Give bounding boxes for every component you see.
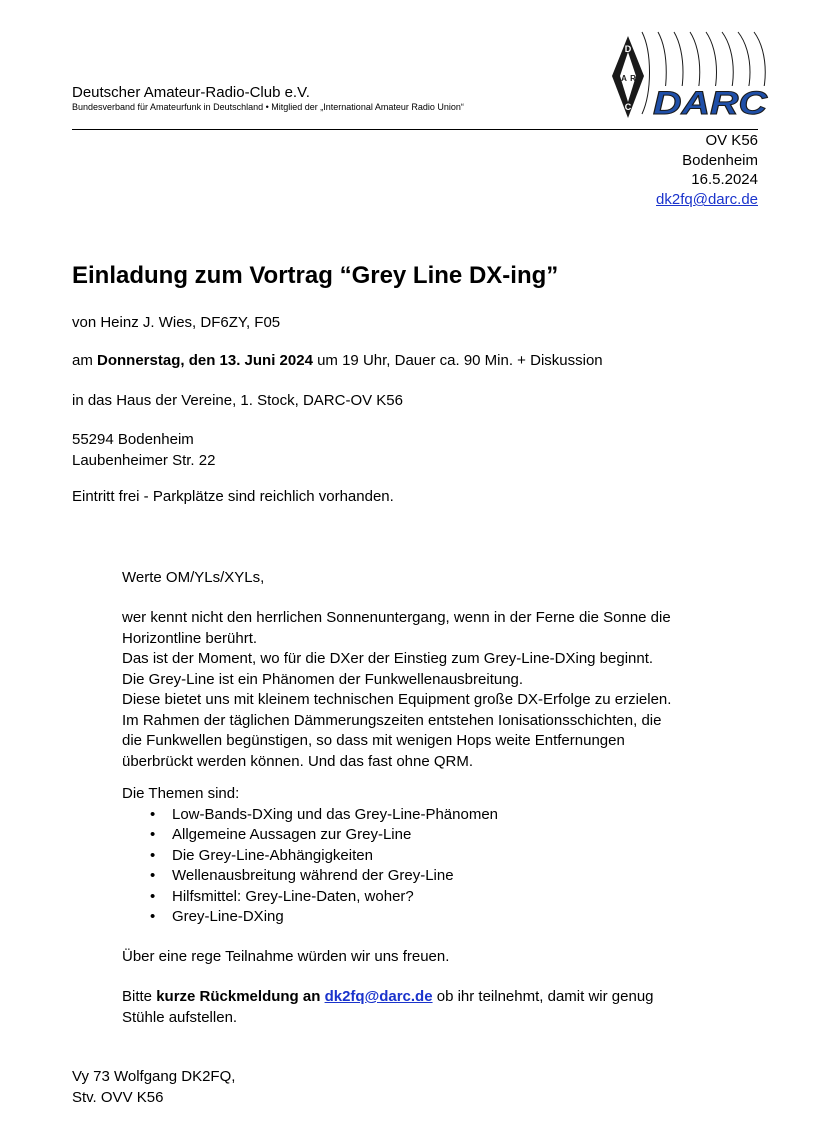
list-item bbox=[150, 907, 498, 928]
org-name: Deutscher Amateur-Radio-Club e.V. bbox=[72, 84, 310, 101]
bullet-icon: • bbox=[150, 887, 156, 905]
list-item bbox=[150, 866, 498, 887]
logo-letter-d: D bbox=[624, 44, 632, 54]
topics-section bbox=[122, 784, 498, 928]
body-line: Diese bietet uns mit kleinem technischen Equipment große DX-Erfolge zu erzielen. bbox=[122, 691, 672, 708]
bullet-icon: • bbox=[150, 867, 156, 884]
bullet-icon: • bbox=[150, 826, 156, 843]
signature bbox=[72, 1067, 235, 1108]
date-prefix: am bbox=[72, 352, 98, 369]
address-line-2: Laubenheimer Str. 22 bbox=[72, 451, 216, 469]
reply-email-link[interactable]: dk2fq@darc.de bbox=[324, 988, 433, 1005]
logo-letter-c: C bbox=[624, 102, 632, 112]
body-line: überbrückt werden können. Und das fast ohne QRM. bbox=[122, 752, 474, 770]
logo-text: DARC bbox=[653, 85, 769, 121]
page-title: Einladung zum Vortrag “Grey Line DX-ing” bbox=[72, 262, 559, 289]
sender-email-link[interactable]: dk2fq@darc.de bbox=[656, 191, 758, 209]
topic-label: Wellenausbreitung während der Grey-Line bbox=[172, 867, 454, 884]
topic-label: Low-Bands-DXing und das Grey-Line-Phänomen bbox=[172, 805, 499, 823]
reply-line-2: Stühle aufstellen. bbox=[122, 1008, 238, 1026]
list-item bbox=[150, 825, 498, 846]
reply-bold: kurze Rückmeldung an bbox=[156, 988, 325, 1005]
reply-prefix: Bitte bbox=[122, 988, 157, 1005]
speaker-line: von Heinz J. Wies, DF6ZY, F05 bbox=[72, 314, 281, 331]
body-line: Im Rahmen der täglichen Dämmerungszeiten entstehen Ionisationsschichten, die bbox=[122, 711, 662, 729]
body-line: Horizontline berührt. bbox=[122, 629, 258, 647]
logo-letter-a: A bbox=[621, 74, 627, 83]
letter-body bbox=[122, 608, 671, 772]
address-block bbox=[72, 430, 215, 471]
sender-date: 16.5.2024 bbox=[691, 171, 758, 189]
org-subtitle: Bundesverband für Amateurfunk in Deutschland • Mitglied der „International Amateur Radio Union“ bbox=[72, 102, 464, 112]
list-item bbox=[150, 846, 498, 867]
body-line: Das ist der Moment, wo für die DXer der Einstieg zum Grey-Line-DXing beginnt. bbox=[122, 650, 654, 667]
signature-line-2: Stv. OVV K56 bbox=[72, 1088, 164, 1106]
logo-letter-r: R bbox=[630, 74, 636, 83]
reply-suffix: ob ihr teilnehmt, damit wir genug bbox=[432, 988, 654, 1005]
bullet-icon: • bbox=[150, 908, 156, 925]
topic-label: Allgemeine Aussagen zur Grey-Line bbox=[172, 826, 412, 843]
sender-ov: OV K56 bbox=[705, 132, 758, 149]
bullet-icon: • bbox=[150, 805, 156, 823]
header-divider bbox=[72, 129, 758, 130]
event-date: Donnerstag, den 13. Juni 2024 bbox=[97, 352, 313, 369]
address-line-1: 55294 Bodenheim bbox=[72, 431, 194, 448]
entry-line: Eintritt frei - Parkplätze sind reichlich vorhanden. bbox=[72, 488, 394, 505]
date-suffix: um 19 Uhr, Dauer ca. 90 Min. + Diskussion bbox=[312, 352, 603, 369]
date-line bbox=[72, 351, 603, 372]
list-item bbox=[150, 805, 499, 826]
topic-label: Grey-Line-DXing bbox=[172, 908, 284, 925]
greeting: Werte OM/YLs/XYLs, bbox=[122, 569, 265, 586]
topics-list bbox=[122, 805, 498, 928]
body-line: die Funkwellen begünstigen, so dass mit wenigen Hops weite Entfernungen bbox=[122, 732, 625, 749]
darc-logo bbox=[606, 30, 770, 124]
sender-city: Bodenheim bbox=[682, 151, 758, 169]
topics-intro: Die Themen sind: bbox=[122, 785, 240, 802]
signature-line-1: Vy 73 Wolfgang DK2FQ, bbox=[72, 1068, 236, 1085]
body-line: wer kennt nicht den herrlichen Sonnenuntergang, wenn in der Ferne die Sonne die bbox=[122, 609, 671, 626]
closing-line: Über eine rege Teilnahme würden wir uns freuen. bbox=[122, 948, 450, 965]
body-line: Die Grey-Line ist ein Phänomen der Funkwellenausbreitung. bbox=[122, 670, 524, 688]
reply-request bbox=[122, 987, 654, 1028]
venue-line: in das Haus der Vereine, 1. Stock, DARC-OV K56 bbox=[72, 392, 403, 409]
list-item bbox=[150, 887, 498, 908]
topic-label: Die Grey-Line-Abhängigkeiten bbox=[172, 846, 373, 864]
bullet-icon: • bbox=[150, 846, 156, 864]
topic-label: Hilfsmittel: Grey-Line-Daten, woher? bbox=[172, 887, 414, 905]
sender-block bbox=[656, 131, 758, 210]
